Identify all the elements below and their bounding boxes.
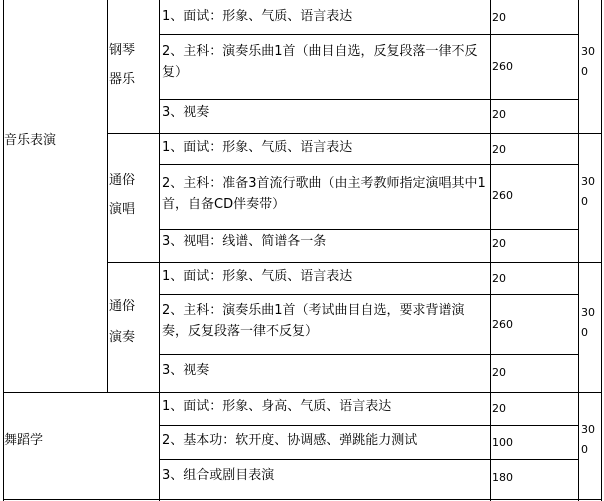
exam-item: 2、主科：演奏乐曲1首（曲目自选，反复段落一律不反复） <box>162 44 478 80</box>
exam-item: 2、主科：准备3首流行歌曲（由主考教师指定演唱其中1首，自备CD伴奏带） <box>162 176 486 212</box>
exam-item: 1、面试：形象、气质、语言表达 <box>162 269 353 284</box>
row-separator <box>159 354 579 355</box>
exam-score: 260 <box>492 60 513 73</box>
exam-item: 3、视唱：线谱、简谱各一条 <box>162 234 327 249</box>
row-separator <box>159 294 579 295</box>
total-digits-line2: 0 <box>581 195 588 208</box>
group-total-score <box>581 172 595 212</box>
direction-label-piano-line2: 器乐 <box>109 72 136 87</box>
exam-score: 100 <box>492 436 513 449</box>
exam-item: 2、基本功：软开度、协调感、弹跳能力测试 <box>162 433 418 448</box>
row-separator <box>159 425 579 426</box>
dance-top-border <box>3 392 602 393</box>
exam-item: 1、面试：形象、气质、语言表达 <box>162 9 353 24</box>
group-separator <box>107 262 602 263</box>
total-digits-line1: 30 <box>581 423 595 436</box>
total-digits-line2: 0 <box>581 65 588 78</box>
row-separator <box>159 34 579 35</box>
table-border-left <box>3 0 4 501</box>
exam-score: 260 <box>492 318 513 331</box>
total-digits-line2: 0 <box>581 443 588 456</box>
row-separator <box>159 229 579 230</box>
exam-item: 3、组合或剧目表演 <box>162 468 275 483</box>
total-digits-line2: 0 <box>581 326 588 339</box>
exam-score: 20 <box>492 366 506 379</box>
direction-label-pop-singing-line2: 演唱 <box>109 202 136 217</box>
group-total-score <box>581 42 595 82</box>
exam-score: 20 <box>492 143 506 156</box>
total-digits-line1: 30 <box>581 45 595 58</box>
exam-score: 20 <box>492 11 506 24</box>
exam-item: 3、视奏 <box>162 363 210 378</box>
exam-score: 180 <box>492 471 513 484</box>
exam-score: 20 <box>492 237 506 250</box>
row-separator <box>159 164 579 165</box>
row-separator <box>159 99 579 100</box>
row-separator <box>159 459 579 460</box>
exam-score: 260 <box>492 189 513 202</box>
total-digits-line1: 30 <box>581 306 595 319</box>
direction-label-pop-instrument-line1: 通俗 <box>109 299 136 314</box>
direction-label-pop-instrument-line2: 演奏 <box>109 330 136 345</box>
exam-score: 20 <box>492 272 506 285</box>
major-label-music: 音乐表演 <box>4 133 57 148</box>
table-border-right <box>601 0 602 501</box>
group-separator <box>107 133 602 134</box>
major-label-dance: 舞蹈学 <box>4 433 44 448</box>
group-total-score <box>581 303 595 343</box>
table-bottom-border <box>3 499 602 500</box>
direction-column-line <box>107 0 108 392</box>
total-digits-line1: 30 <box>581 175 595 188</box>
exam-item: 1、面试：形象、气质、语言表达 <box>162 140 353 155</box>
group-total-score <box>581 420 595 460</box>
direction-label-pop-singing-line1: 通俗 <box>109 173 136 188</box>
exam-score: 20 <box>492 402 506 415</box>
exam-score: 20 <box>492 108 506 121</box>
exam-item: 2、主科：演奏乐曲1首（考试曲目自选，要求背谱演奏，反复段落一律不反复） <box>162 303 465 339</box>
exam-item: 1、面试：形象、身高、气质、语言表达 <box>162 399 392 414</box>
direction-label-piano-line1: 钢琴 <box>109 43 136 58</box>
exam-item: 3、视奏 <box>162 105 210 120</box>
